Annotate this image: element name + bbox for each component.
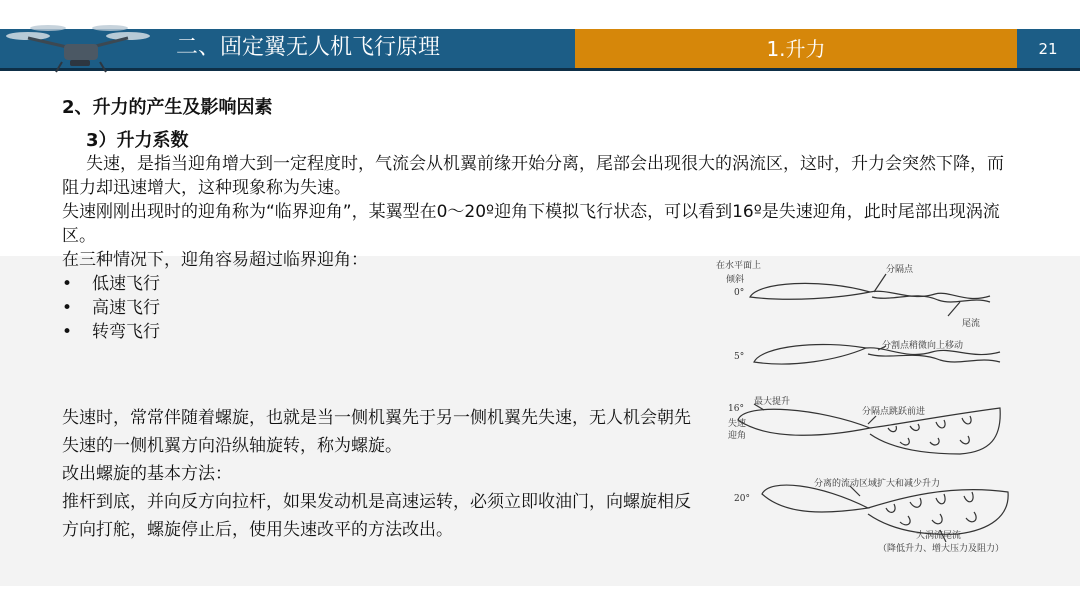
section-title: 二、固定翼无人机飞行原理 bbox=[176, 35, 441, 60]
airfoil-20 bbox=[762, 485, 868, 512]
spin-definition-paragraph: 失速时，常常伴随着螺旋，也就是当一侧机翼先于另一侧机翼先失速，无人机会朝先失速的一侧机翼方向沿纵轴旋转，称为螺旋。 bbox=[62, 408, 691, 456]
angle-0-label: 0° bbox=[734, 288, 745, 298]
stall-label: 失速 bbox=[728, 419, 747, 429]
separation-point-label: 分隔点 bbox=[886, 265, 914, 275]
bullet-icon: • bbox=[62, 322, 73, 342]
separation-zone-label: 分离的流动区域扩大和减少升力 bbox=[814, 479, 941, 489]
content-heading: 2、升力的产生及影响因素 bbox=[62, 97, 273, 118]
topic-title: 1.升力 bbox=[766, 37, 826, 61]
drone-icon bbox=[0, 16, 160, 76]
list-item-label: 高速飞行 bbox=[92, 298, 160, 318]
angle-20-label: 20° bbox=[734, 494, 750, 504]
airfoil-0 bbox=[750, 283, 870, 299]
critical-angle-paragraph: 失速刚刚出现时的迎角称为“临界迎角”，某翼型在0～20º迎角下模拟飞行状态，可以看到16º是失速迎角，此时尾部出现涡流区。 bbox=[62, 202, 1000, 246]
airfoil-stall-figure bbox=[710, 252, 1020, 562]
content-subheading: 3）升力系数 bbox=[86, 130, 189, 151]
topic-box bbox=[575, 29, 1017, 68]
conditions-intro: 在三种情况下，迎角容易超过临界迎角： bbox=[62, 250, 368, 270]
list-item-label: 低速飞行 bbox=[92, 274, 160, 294]
spin-recovery-paragraph: 推杆到底，并向反方向拉杆，如果发动机是高速运转，必须立即收油门，向螺旋相反方向打舵，螺旋停止后，使用失速改平的方法改出。 bbox=[62, 492, 691, 540]
stall-angle-label: 迎角 bbox=[728, 431, 747, 441]
page-number: 21 bbox=[1038, 40, 1058, 58]
label-level: 在水平面上 bbox=[716, 261, 762, 271]
label-level-2: 倾斜 bbox=[726, 275, 745, 285]
spin-recovery-heading: 改出螺旋的基本方法： bbox=[62, 464, 232, 484]
big-wake-label: 大涡流尾流 bbox=[916, 531, 962, 541]
bullet-icon: • bbox=[62, 274, 73, 294]
separation-jump-label: 分隔点跳跃前进 bbox=[862, 407, 926, 417]
big-wake-note-label: （降低升力、增大压力及阻力） bbox=[878, 544, 1005, 554]
airfoil-16 bbox=[738, 409, 870, 435]
wake-label: 尾流 bbox=[962, 319, 981, 329]
airfoil-5 bbox=[754, 344, 866, 364]
bullet-icon: • bbox=[62, 298, 73, 318]
angle-5-label: 5° bbox=[734, 352, 745, 362]
max-lift-label: 最大提升 bbox=[754, 397, 791, 407]
list-item-label: 转弯飞行 bbox=[92, 322, 160, 342]
angle-16-label: 16° bbox=[728, 404, 744, 414]
separation-moves-label: 分割点稍微向上移动 bbox=[882, 341, 964, 351]
stall-definition-paragraph: 失速，是指当迎角增大到一定程度时，气流会从机翼前缘开始分离，尾部会出现很大的涡流区，这时，升力会突然下降，而阻力却迅速增大，这种现象称为失速。 bbox=[62, 154, 1004, 198]
spin-text bbox=[62, 404, 702, 544]
